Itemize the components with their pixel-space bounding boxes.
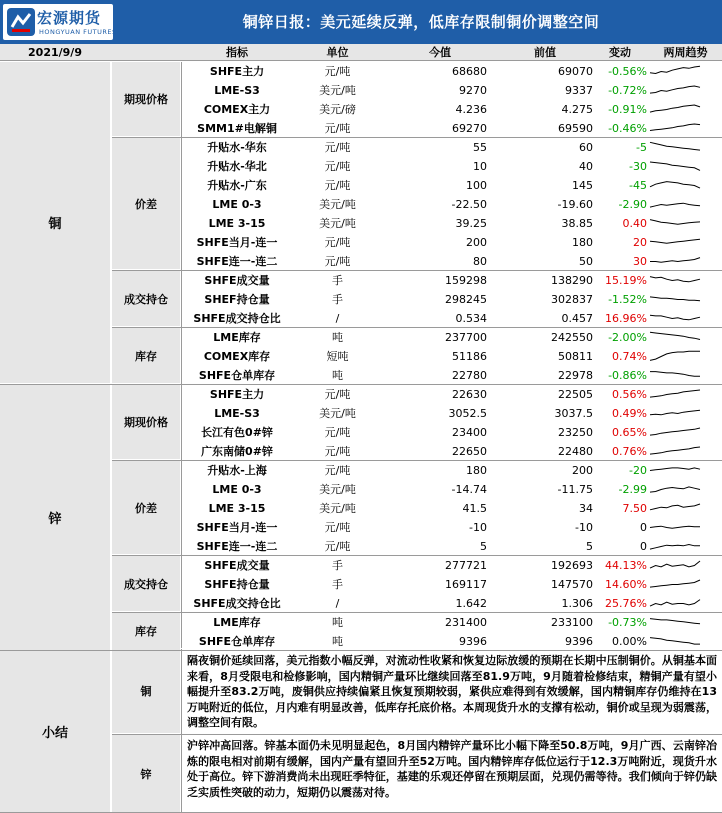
change-value: -0.56% xyxy=(608,65,647,78)
indicator-name: 广东南储0#锌 xyxy=(201,445,273,458)
change-value: 20 xyxy=(633,236,647,249)
change-value: 0.49% xyxy=(612,407,647,420)
trend-sparkline xyxy=(649,634,701,649)
trend-line xyxy=(650,315,700,320)
table-row xyxy=(182,556,722,575)
indicator-name: COMEX库存 xyxy=(203,350,271,363)
change-value: -5 xyxy=(636,141,647,154)
unit-cell: 手 xyxy=(332,274,343,287)
table-row xyxy=(182,499,722,518)
current-value: 10 xyxy=(473,160,487,173)
table-row xyxy=(182,385,722,404)
table-row xyxy=(182,613,722,632)
unit-cell: 元/吨 xyxy=(324,388,351,401)
change-value: -30 xyxy=(629,160,647,173)
trend-line xyxy=(650,182,700,189)
trend-sparkline xyxy=(649,178,701,193)
current-value: 0.534 xyxy=(455,312,487,325)
unit-cell: 元/吨 xyxy=(324,160,351,173)
report-date: 2021/9/9 xyxy=(28,46,82,59)
current-value: 41.5 xyxy=(462,502,487,515)
previous-value: 1.306 xyxy=(561,597,593,610)
table-row xyxy=(182,100,722,119)
metal-label: 铜 xyxy=(0,62,110,383)
current-value: 39.25 xyxy=(455,217,487,230)
trend-line xyxy=(650,410,700,415)
unit-cell: 吨 xyxy=(332,331,343,344)
indicator-name: SHFE仓单库存 xyxy=(198,369,276,382)
indicator-name: SHFE当月-连一 xyxy=(196,236,278,249)
row-divider xyxy=(112,460,722,461)
group-label: 成交持仓 xyxy=(112,556,180,611)
unit-cell: 元/吨 xyxy=(324,445,351,458)
column-header-row xyxy=(0,44,722,61)
indicator-name: SHFE主力 xyxy=(209,65,265,78)
unit-cell: 手 xyxy=(332,578,343,591)
report-header xyxy=(0,0,722,44)
trend-line xyxy=(650,332,700,339)
change-value: 44.13% xyxy=(605,559,647,572)
table-row xyxy=(182,176,722,195)
table-row xyxy=(182,195,722,214)
row-divider xyxy=(112,137,722,138)
current-value: 180 xyxy=(466,464,487,477)
col-change: 变动 xyxy=(609,46,631,59)
indicator-name: 升贴水-华东 xyxy=(207,141,267,154)
change-value: 30 xyxy=(633,255,647,268)
group-label: 价差 xyxy=(112,138,180,269)
previous-value: 147570 xyxy=(551,578,593,591)
unit-cell: 元/吨 xyxy=(324,255,351,268)
group-label: 库存 xyxy=(112,613,180,649)
unit-cell: 元/吨 xyxy=(324,122,351,135)
unit-cell: 元/吨 xyxy=(324,179,351,192)
unit-cell: 元/吨 xyxy=(324,236,351,249)
previous-value: 233100 xyxy=(551,616,593,629)
group-label: 期现价格 xyxy=(112,62,180,136)
table-row xyxy=(182,632,722,651)
previous-value: 192693 xyxy=(551,559,593,572)
indicator-name: 升贴水-广东 xyxy=(207,179,267,192)
unit-cell: 元/吨 xyxy=(324,464,351,477)
table-row xyxy=(182,157,722,176)
change-value: -0.91% xyxy=(608,103,647,116)
current-value: 69270 xyxy=(452,122,487,135)
indicator-name: 长江有色0#锌 xyxy=(201,426,273,439)
table-divider xyxy=(181,62,182,648)
current-value: 80 xyxy=(473,255,487,268)
indicator-name: SHFE当月-连一 xyxy=(196,521,278,534)
change-value: 25.76% xyxy=(605,597,647,610)
trend-sparkline xyxy=(649,349,701,364)
trend-line xyxy=(650,504,700,510)
trend-line xyxy=(650,526,700,528)
table-row xyxy=(182,290,722,309)
unit-cell: 元/吨 xyxy=(324,521,351,534)
unit-cell: 美元/吨 xyxy=(319,407,356,420)
current-value: 237700 xyxy=(445,331,487,344)
previous-value: 60 xyxy=(579,141,593,154)
change-value: -20 xyxy=(629,464,647,477)
group-label: 成交持仓 xyxy=(112,271,180,326)
current-value: -10 xyxy=(469,521,487,534)
change-value: 16.96% xyxy=(605,312,647,325)
trend-line xyxy=(650,638,700,645)
current-value: 9270 xyxy=(459,84,487,97)
table-row xyxy=(182,62,722,81)
trend-line xyxy=(650,580,700,587)
row-divider xyxy=(0,384,722,385)
indicator-name: SHFE成交量 xyxy=(204,559,270,572)
table-row xyxy=(182,252,722,271)
unit-cell: 美元/吨 xyxy=(319,84,356,97)
group-label: 库存 xyxy=(112,328,180,383)
unit-cell: 美元/磅 xyxy=(319,103,356,116)
logo-mark-icon xyxy=(7,8,35,36)
indicator-name: SHFE成交持仓比 xyxy=(193,312,281,325)
row-divider xyxy=(112,612,722,613)
indicator-name: SHFE主力 xyxy=(209,388,265,401)
table-row xyxy=(182,537,722,556)
report-title: 铜锌日报：美元延续反弹，低库存限制铜价调整空间 xyxy=(242,13,600,31)
indicator-name: LME 3-15 xyxy=(208,217,266,230)
trend-line xyxy=(650,545,700,550)
previous-value: 138290 xyxy=(551,274,593,287)
table-row xyxy=(182,423,722,442)
previous-value: 200 xyxy=(572,464,593,477)
trend-line xyxy=(650,351,700,360)
current-value: 169117 xyxy=(445,578,487,591)
trend-line xyxy=(650,258,700,263)
table-row xyxy=(182,461,722,480)
unit-cell: 吨 xyxy=(332,369,343,382)
previous-value: 40 xyxy=(579,160,593,173)
previous-value: 9396 xyxy=(565,635,593,648)
current-value: 298245 xyxy=(445,293,487,306)
trend-line xyxy=(650,220,700,225)
unit-cell: 美元/吨 xyxy=(319,483,356,496)
unit-cell: 吨 xyxy=(332,616,343,629)
change-value: -45 xyxy=(629,179,647,192)
col-indicator: 指标 xyxy=(226,46,248,59)
indicator-name: SHFE仓单库存 xyxy=(198,635,276,648)
current-value: 22630 xyxy=(452,388,487,401)
col-now: 今值 xyxy=(429,46,451,59)
trend-line xyxy=(650,86,700,93)
trend-line xyxy=(650,468,700,471)
unit-cell: 元/吨 xyxy=(324,141,351,154)
trend-sparkline xyxy=(649,273,701,288)
previous-value: -10 xyxy=(575,521,593,534)
trend-line xyxy=(650,487,700,492)
change-value: -0.46% xyxy=(608,122,647,135)
previous-value: 38.85 xyxy=(561,217,593,230)
trend-line xyxy=(650,600,700,607)
indicator-name: LME库存 xyxy=(213,616,261,629)
trend-sparkline xyxy=(649,235,701,250)
indicator-name: SHFE连一-连二 xyxy=(196,540,278,553)
current-value: 55 xyxy=(473,141,487,154)
previous-value: 180 xyxy=(572,236,593,249)
change-value: -2.00% xyxy=(608,331,647,344)
trend-sparkline xyxy=(649,577,701,592)
change-value: -0.72% xyxy=(608,84,647,97)
trend-sparkline xyxy=(649,311,701,326)
table-row xyxy=(182,518,722,537)
current-value: 159298 xyxy=(445,274,487,287)
current-value: 5 xyxy=(480,540,487,553)
previous-value: 302837 xyxy=(551,293,593,306)
change-value: 7.50 xyxy=(622,502,647,515)
trend-line xyxy=(650,428,700,435)
row-divider xyxy=(112,327,722,328)
change-value: 0 xyxy=(640,540,647,553)
group-label: 期现价格 xyxy=(112,385,180,459)
trend-sparkline xyxy=(649,539,701,554)
previous-value: 22480 xyxy=(558,445,593,458)
unit-cell: 手 xyxy=(332,559,343,572)
trend-line xyxy=(650,619,700,624)
table-row xyxy=(182,366,722,385)
previous-value: 22505 xyxy=(558,388,593,401)
previous-value: 4.275 xyxy=(561,103,593,116)
table-row xyxy=(182,404,722,423)
company-logo xyxy=(3,4,117,40)
trend-line xyxy=(650,162,700,170)
table-row xyxy=(182,138,722,157)
previous-value: 34 xyxy=(579,502,593,515)
previous-value: 145 xyxy=(572,179,593,192)
trend-sparkline xyxy=(649,501,701,516)
summary-divider xyxy=(181,649,182,813)
trend-sparkline xyxy=(649,387,701,402)
previous-value: -11.75 xyxy=(557,483,593,496)
trend-sparkline xyxy=(649,444,701,459)
previous-value: -19.60 xyxy=(557,198,593,211)
trend-sparkline xyxy=(649,406,701,421)
change-value: -2.99 xyxy=(618,483,647,496)
indicator-name: COMEX主力 xyxy=(203,103,271,116)
change-value: 0.76% xyxy=(612,445,647,458)
current-value: 22650 xyxy=(452,445,487,458)
unit-cell: 元/吨 xyxy=(324,426,351,439)
indicator-name: SHFE连一-连二 xyxy=(196,255,278,268)
current-value: 51186 xyxy=(452,350,487,363)
change-value: 0.65% xyxy=(612,426,647,439)
trend-line xyxy=(650,390,700,397)
unit-cell: 美元/吨 xyxy=(319,198,356,211)
current-value: 100 xyxy=(466,179,487,192)
indicator-name: SMM1#电解铜 xyxy=(197,122,277,135)
current-value: 3052.5 xyxy=(448,407,487,420)
trend-line xyxy=(650,447,700,454)
indicator-name: SHFE持仓量 xyxy=(204,578,270,591)
table-row xyxy=(182,309,722,328)
previous-value: 69590 xyxy=(558,122,593,135)
current-value: 231400 xyxy=(445,616,487,629)
previous-value: 0.457 xyxy=(561,312,593,325)
current-value: 4.236 xyxy=(455,103,487,116)
table-row xyxy=(182,575,722,594)
trend-sparkline xyxy=(649,83,701,98)
unit-cell: 短吨 xyxy=(326,350,349,363)
trend-sparkline xyxy=(649,216,701,231)
trend-sparkline xyxy=(649,330,701,345)
table-row xyxy=(182,271,722,290)
table-row xyxy=(182,119,722,138)
trend-sparkline xyxy=(649,615,701,630)
trend-line xyxy=(650,124,700,131)
previous-value: 50 xyxy=(579,255,593,268)
change-value: -0.73% xyxy=(608,616,647,629)
unit-cell: 吨 xyxy=(332,635,343,648)
current-value: 9396 xyxy=(459,635,487,648)
trend-sparkline xyxy=(649,482,701,497)
table-row xyxy=(182,81,722,100)
current-value: -22.50 xyxy=(451,198,487,211)
trend-sparkline xyxy=(649,463,701,478)
change-value: 0.74% xyxy=(612,350,647,363)
trend-sparkline xyxy=(649,64,701,79)
table-row xyxy=(182,214,722,233)
trend-line xyxy=(650,277,700,282)
trend-sparkline xyxy=(649,425,701,440)
trend-sparkline xyxy=(649,197,701,212)
trend-sparkline xyxy=(649,102,701,117)
table-row xyxy=(182,347,722,366)
trend-line xyxy=(650,239,700,243)
change-value: 0.00% xyxy=(612,635,647,648)
summary-copper-text: 隔夜铜价延续回落，美元指数小幅反弹，对流动性收紧和恢复边际放缓的预期在长期中压制铜价。从铜基本面来看，8月受限电和检修影响，国内精铜产量环比继续回落至81.9万吨，9月随着检修结束，精铜产量有望小幅提升至83.2万吨，废铜供应持续偏紧且恢复预期较弱，紧供应难得到有效缓解，国内精铜库存仍维持在13万吨附近的低位，月内难有明显改善，低库存托底价格。本周现货升水的支撑有松动，铜价或呈现为弱震荡，调整空间有限。 xyxy=(187,654,717,729)
col-trend: 两周趋势 xyxy=(663,46,708,59)
trend-sparkline xyxy=(649,121,701,136)
metal-label: 锌 xyxy=(0,385,110,649)
unit-cell: / xyxy=(335,312,340,325)
change-value: 14.60% xyxy=(605,578,647,591)
trend-line xyxy=(650,297,700,301)
group-label: 价差 xyxy=(112,461,180,554)
row-divider xyxy=(112,270,722,271)
summary-zinc-text: 沪锌冲高回落。锌基本面仍未见明显起色，8月国内精锌产量环比小幅下降至50.8万吨，9月广西、云南锌冶炼的限电相对前期有缓解，国内产量有望回升至52万吨。国内精锌库存低位运行于12.3万吨附近，现货升水处于高位。锌下游消费尚未出现旺季特征，基建的乐观还停留在预期层面，兑现仍需等待。我们倾向于锌仍缺乏实质性突破的动力，短期仍以震荡对待。 xyxy=(187,739,717,799)
trend-line xyxy=(650,142,700,150)
row-divider xyxy=(0,650,722,651)
indicator-name: LME-S3 xyxy=(214,407,260,420)
trend-sparkline xyxy=(649,596,701,611)
col-unit: 单位 xyxy=(326,46,349,59)
table-row xyxy=(182,442,722,461)
current-value: 1.642 xyxy=(455,597,487,610)
change-value: -1.52% xyxy=(608,293,647,306)
current-value: 68680 xyxy=(452,65,487,78)
trend-line xyxy=(650,66,700,73)
indicator-name: SHEF持仓量 xyxy=(204,293,270,306)
summary-label: 小结 xyxy=(0,649,110,813)
current-value: 23400 xyxy=(452,426,487,439)
trend-line xyxy=(650,105,700,112)
trend-sparkline xyxy=(649,368,701,383)
unit-cell: 手 xyxy=(332,293,343,306)
logo-text-cn: 宏源期货 xyxy=(37,9,102,27)
trend-sparkline xyxy=(649,292,701,307)
indicator-name: 升贴水-上海 xyxy=(207,464,267,477)
change-value: 0 xyxy=(640,521,647,534)
trend-sparkline xyxy=(649,159,701,174)
indicator-name: LME 0-3 xyxy=(212,483,262,496)
unit-cell: 美元/吨 xyxy=(319,217,356,230)
previous-value: 22978 xyxy=(558,369,593,382)
previous-value: 50811 xyxy=(558,350,593,363)
previous-value: 5 xyxy=(586,540,593,553)
trend-line xyxy=(650,203,700,207)
current-value: 200 xyxy=(466,236,487,249)
unit-cell: / xyxy=(335,597,340,610)
table-row xyxy=(182,233,722,252)
change-value: 0.40 xyxy=(622,217,647,230)
indicator-name: LME 3-15 xyxy=(208,502,266,515)
change-value: -2.90 xyxy=(618,198,647,211)
table-row xyxy=(182,594,722,613)
previous-value: 9337 xyxy=(565,84,593,97)
unit-cell: 元/吨 xyxy=(324,65,351,78)
change-value: -0.86% xyxy=(608,369,647,382)
current-value: -14.74 xyxy=(451,483,487,496)
table-row xyxy=(182,328,722,347)
trend-sparkline xyxy=(649,520,701,535)
indicator-name: LME库存 xyxy=(213,331,261,344)
trend-sparkline xyxy=(649,140,701,155)
previous-value: 3037.5 xyxy=(554,407,593,420)
change-value: 15.19% xyxy=(605,274,647,287)
table-row xyxy=(182,480,722,499)
current-value: 22780 xyxy=(452,369,487,382)
indicator-name: SHFE成交量 xyxy=(204,274,270,287)
indicator-name: SHFE成交持仓比 xyxy=(193,597,281,610)
indicator-name: 升贴水-华北 xyxy=(207,160,267,173)
col-prev: 前值 xyxy=(534,46,556,59)
indicator-name: LME-S3 xyxy=(214,84,260,97)
trend-sparkline xyxy=(649,558,701,573)
previous-value: 242550 xyxy=(551,331,593,344)
change-value: 0.56% xyxy=(612,388,647,401)
previous-value: 69070 xyxy=(558,65,593,78)
summary-copper-label: 铜 xyxy=(112,649,180,733)
summary-zinc-label: 锌 xyxy=(112,735,180,813)
trend-sparkline xyxy=(649,254,701,269)
current-value: 277721 xyxy=(445,559,487,572)
row-divider xyxy=(112,734,722,735)
trend-line xyxy=(650,372,700,377)
logo-text-en: HONGYUAN FUTURES xyxy=(39,28,117,36)
unit-cell: 美元/吨 xyxy=(319,502,356,515)
trend-line xyxy=(650,561,700,568)
unit-cell: 元/吨 xyxy=(324,540,351,553)
indicator-name: LME 0-3 xyxy=(212,198,262,211)
row-divider xyxy=(112,555,722,556)
previous-value: 23250 xyxy=(558,426,593,439)
